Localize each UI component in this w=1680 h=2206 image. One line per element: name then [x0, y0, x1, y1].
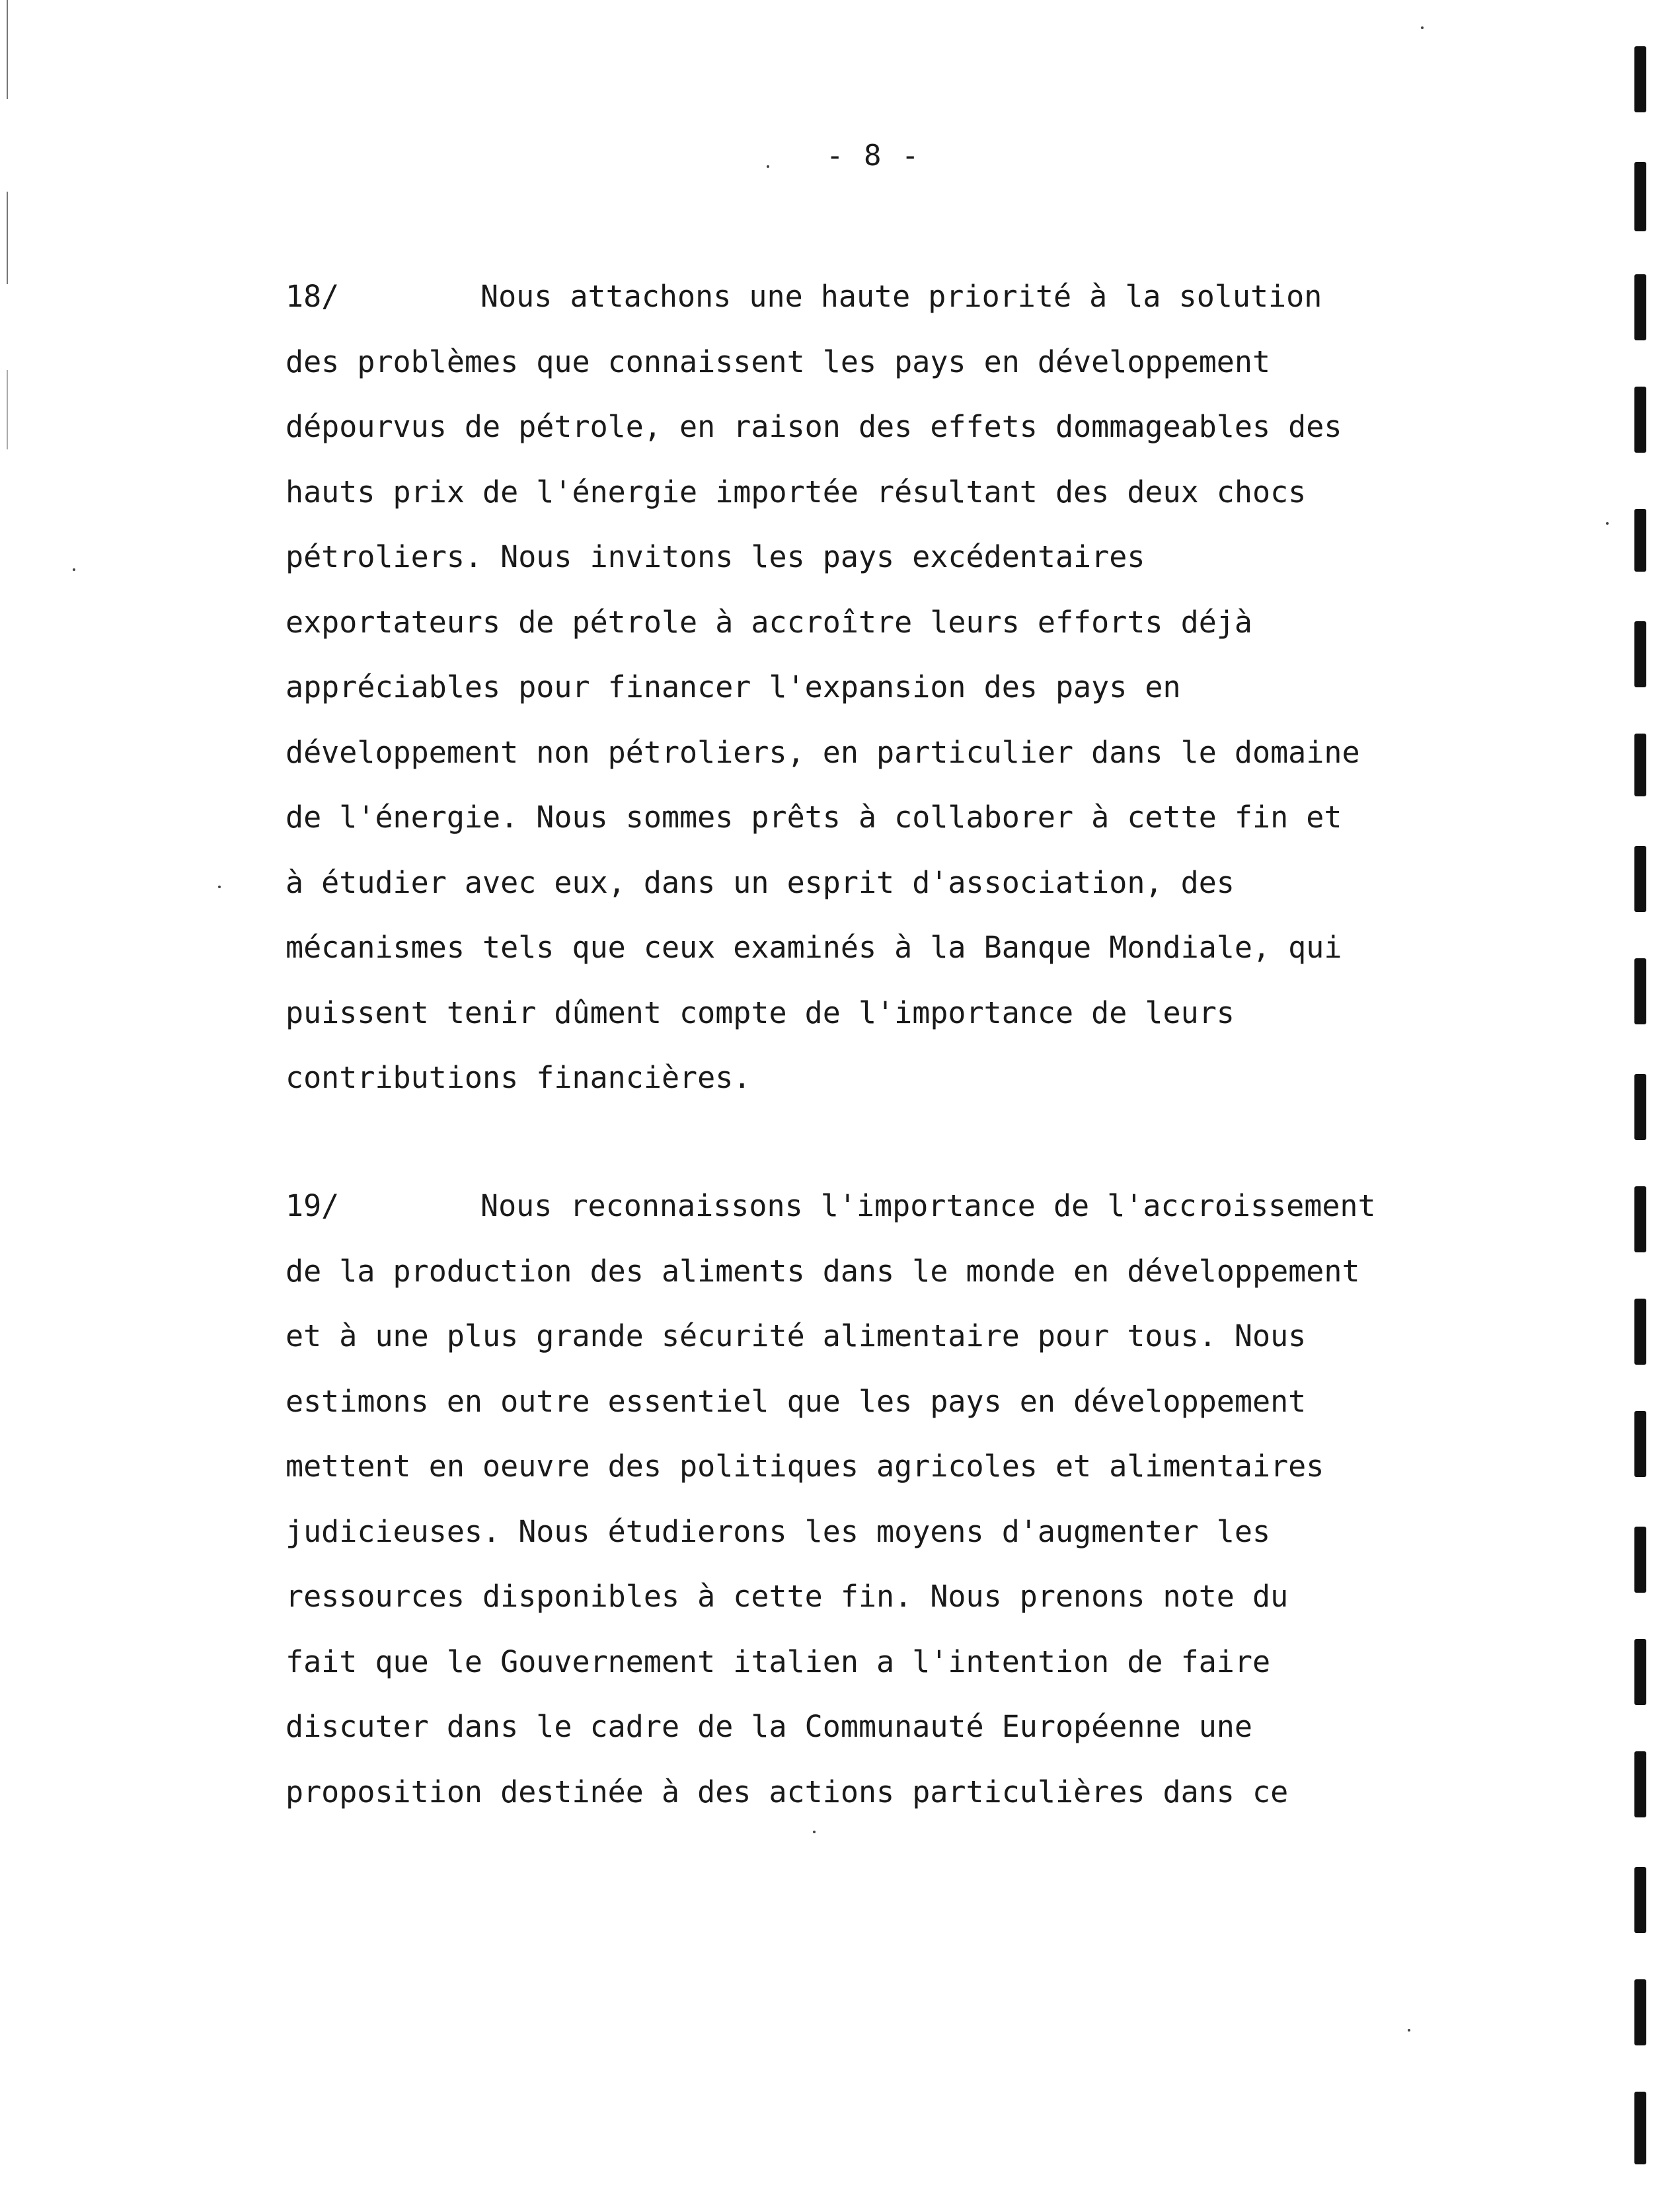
paragraph-number: 19/	[286, 1188, 340, 1223]
paragraph-line: puissent tenir dûment compte de l'importance de leurs	[286, 995, 1235, 1030]
paragraph-line	[286, 1174, 1475, 1239]
paragraph-line: proposition destinée à des actions particulières dans ce	[286, 1774, 1289, 1809]
paragraph-19	[286, 1174, 1475, 1825]
scan-edge-mark	[1634, 1299, 1646, 1365]
scan-speck	[73, 568, 75, 571]
scan-edge-mark	[1634, 1074, 1646, 1140]
scan-edge-mark	[1634, 2092, 1646, 2164]
paragraph-number: 18/	[286, 279, 340, 314]
scan-edge-mark	[1634, 958, 1646, 1024]
scan-edge-mark	[1634, 734, 1646, 796]
scan-speck	[767, 165, 769, 168]
paragraph-line: mécanismes tels que ceux examinés à la Banque Mondiale, qui	[286, 930, 1342, 965]
paragraph-line: contributions financières.	[286, 1060, 751, 1095]
scan-speck	[1408, 2029, 1410, 2032]
paragraph-line: à étudier avec eux, dans un esprit d'association, des	[286, 864, 1235, 900]
paragraph-line: des problèmes que connaissent les pays en développement	[286, 344, 1271, 379]
paragraph-line: de la production des aliments dans le monde en développement	[286, 1253, 1360, 1289]
scan-edge-mark	[1634, 846, 1646, 912]
scan-edge-mark	[1634, 387, 1646, 453]
scan-speck	[1606, 522, 1609, 525]
paragraph-line: appréciables pour financer l'expansion des pays en	[286, 669, 1181, 704]
scan-edge-mark	[1634, 1867, 1646, 1933]
paragraph-18	[286, 264, 1475, 1111]
scan-edge-mark	[1634, 1639, 1646, 1705]
paragraph-line: hauts prix de l'énergie importée résultant des deux chocs	[286, 474, 1307, 510]
paragraph-line: mettent en oeuvre des politiques agricoles et alimentaires	[286, 1449, 1324, 1484]
scan-edge-mark	[1634, 1527, 1646, 1593]
scan-speck	[813, 1831, 816, 1833]
paragraph-line: et à une plus grande sécurité alimentaire pour tous. Nous	[286, 1318, 1307, 1353]
scan-edge-mark	[1634, 274, 1646, 340]
paragraph-line: de l'énergie. Nous sommes prêts à collaborer à cette fin et	[286, 800, 1342, 835]
scan-margin-line	[7, 0, 8, 99]
line-text: Nous reconnaissons l'importance de l'accroissement	[480, 1188, 1376, 1223]
scan-edge-mark	[1634, 621, 1646, 687]
paragraph-line: judicieuses. Nous étudierons les moyens d'augmenter les	[286, 1513, 1271, 1549]
line-text: Nous attachons une haute priorité à la solution	[480, 279, 1322, 314]
paragraph-line	[286, 264, 1475, 330]
scan-edge-mark	[1634, 1411, 1646, 1477]
scan-edge-mark	[1634, 1979, 1646, 2045]
scan-edge-mark	[1634, 162, 1646, 231]
paragraph-line: fait que le Gouvernement italien a l'intention de faire	[286, 1644, 1271, 1679]
scan-edge-mark	[1634, 1186, 1646, 1252]
paragraph-line: développement non pétroliers, en particulier dans le domaine	[286, 734, 1360, 770]
paragraph-line: exportateurs de pétrole à accroître leurs efforts déjà	[286, 604, 1252, 640]
scan-speck	[1421, 26, 1424, 29]
paragraph-line: ressources disponibles à cette fin. Nous prenons note du	[286, 1579, 1289, 1614]
page-number: - 8 -	[826, 139, 921, 172]
scan-edge-mark	[1634, 509, 1646, 572]
paragraph-line: pétroliers. Nous invitons les pays excédentaires	[286, 539, 1145, 574]
paragraph-line: dépourvus de pétrole, en raison des effets dommageables des	[286, 409, 1342, 444]
scan-speck	[218, 886, 221, 888]
scan-edge-mark	[1634, 46, 1646, 112]
scan-margin-line	[7, 370, 8, 449]
paragraph-line: estimons en outre essentiel que les pays en développement	[286, 1383, 1307, 1419]
scan-edge-mark	[1634, 1751, 1646, 1817]
scan-margin-line	[7, 192, 8, 284]
paragraph-line: discuter dans le cadre de la Communauté Européenne une	[286, 1709, 1252, 1744]
